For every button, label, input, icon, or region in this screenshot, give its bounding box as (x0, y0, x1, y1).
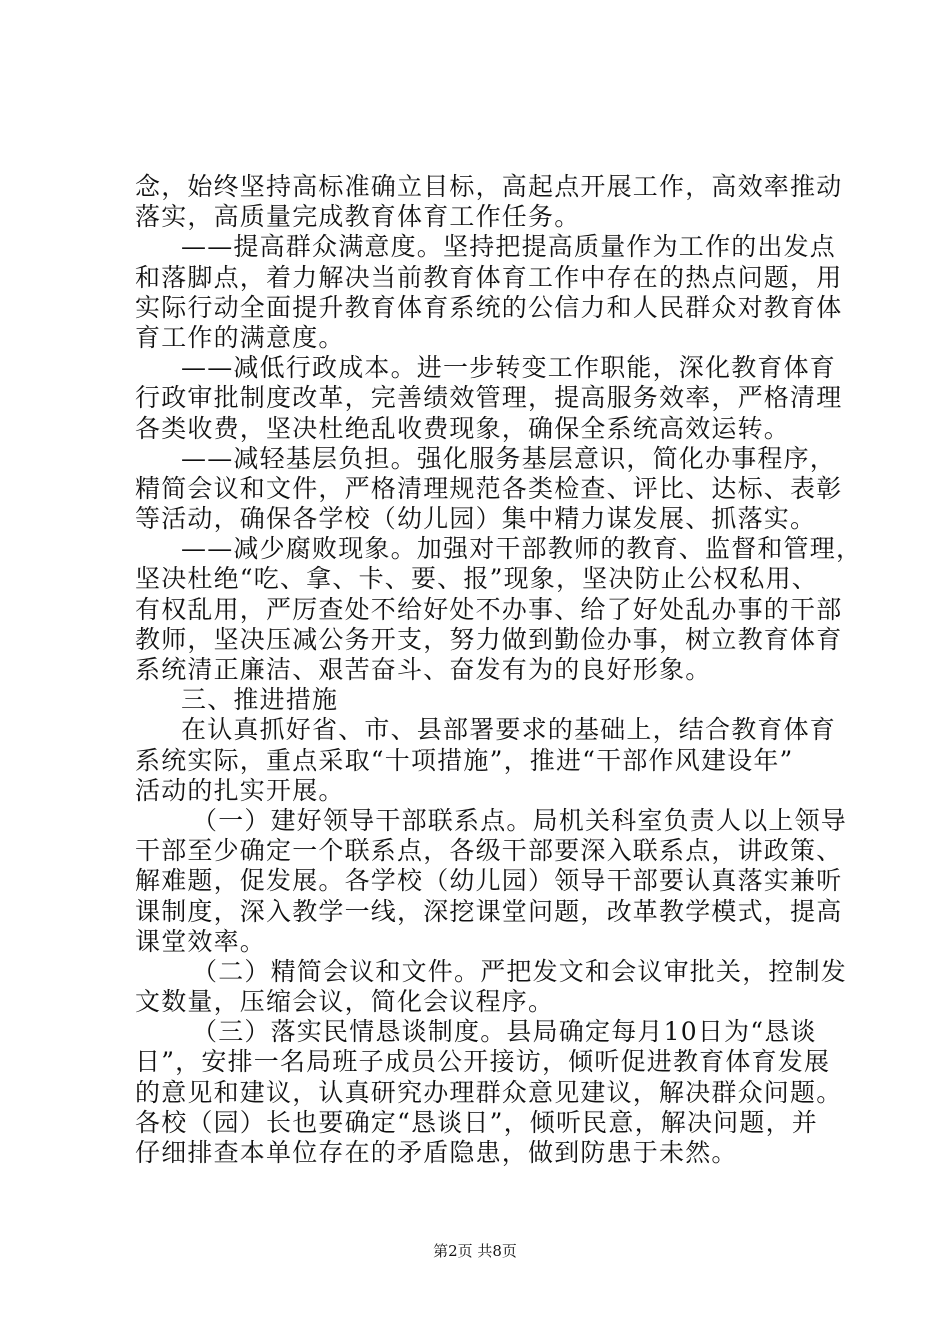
body-line: 念，始终坚持高标准确立目标，高起点开展工作，高效率推动 (135, 172, 843, 201)
body-line: 坚决杜绝“吃、拿、卡、要、报”现象，坚决防止公权私用、 (135, 564, 818, 594)
body-line: ——减少腐败现象。加强对干部教师的教育、监督和管理， (181, 534, 863, 564)
body-line: 系统清正廉洁、艰苦奋斗、奋发有为的良好形象。 (135, 655, 712, 684)
body-line: ——减低行政成本。进一步转变工作职能，深化教育体育 (181, 353, 837, 383)
body-line: 落实，高质量完成教育体育工作任务。 (135, 202, 581, 232)
body-line: 等活动，确保各学校（幼儿园）集中精力谋发展、抓落实。 (135, 504, 817, 534)
body-line: ——提高群众满意度。坚持把提高质量作为工作的出发点 (181, 232, 837, 262)
page-footer: 第2页 共8页 (433, 1242, 517, 1260)
body-line: 有权乱用，严厉查处不给好处不办事、给了好处乱办事的干部 (135, 594, 843, 624)
body-line: 各校（园）长也要确定“恳谈日”，倾听民意，解决问题，并 (135, 1107, 818, 1137)
body-line: 育工作的满意度。 (135, 322, 345, 352)
body-line: 系统实际，重点采取“十项措施”，推进“干部作风建设年” (135, 745, 794, 775)
body-line: 教师，坚决压减公务开支，努力做到勤俭办事，树立教育体育 (135, 624, 843, 654)
body-line: ——减轻基层负担。强化服务基层意识，简化办事程序， (181, 443, 837, 473)
body-line: 和落脚点，着力解决当前教育体育工作中存在的热点问题，用 (135, 262, 843, 292)
body-line: 各类收费，坚决杜绝乱收费现象，确保全系统高效运转。 (135, 413, 791, 443)
body-line: （二）精简会议和文件。严把发文和会议审批关，控制发 (192, 956, 848, 986)
body-line: 仔细排查本单位存在的矛盾隐患，做到防患于未然。 (135, 1138, 738, 1167)
body-line: 课制度，深入教学一线，深挖课堂问题，改革教学模式，提高 (135, 896, 843, 926)
body-line: 课堂效率。 (135, 926, 267, 956)
body-line: 日”，安排一名局班子成员公开接访，倾听促进教育体育发展 (135, 1047, 831, 1077)
section-heading: 三、推进措施 (181, 685, 339, 715)
body-line: 干部至少确定一个联系点，各级干部要深入联系点，讲政策、 (135, 836, 843, 866)
document-body (135, 172, 863, 1168)
body-line: 精简会议和文件，严格清理规范各类检查、评比、达标、表彰 (135, 473, 843, 503)
body-line: 文数量，压缩会议，简化会议程序。 (135, 987, 555, 1017)
body-line: 行政审批制度改革，完善绩效管理，提高服务效率，严格清理 (135, 383, 843, 413)
body-line: 活动的扎实开展。 (135, 775, 345, 805)
body-line: 实际行动全面提升教育体育系统的公信力和人民群众对教育体 (135, 292, 843, 322)
body-line: 的意见和建议，认真研究办理群众意见建议，解决群众问题。 (135, 1077, 843, 1107)
body-line: 在认真抓好省、市、县部署要求的基础上，结合教育体育 (181, 715, 837, 745)
body-line: （三）落实民情恳谈制度。县局确定每月10日为“恳谈 (192, 1017, 817, 1047)
body-line: （一）建好领导干部联系点。局机关科室负责人以上领导 (192, 805, 848, 835)
body-line: 解难题，促发展。各学校（幼儿园）领导干部要认真落实兼听 (135, 866, 843, 896)
